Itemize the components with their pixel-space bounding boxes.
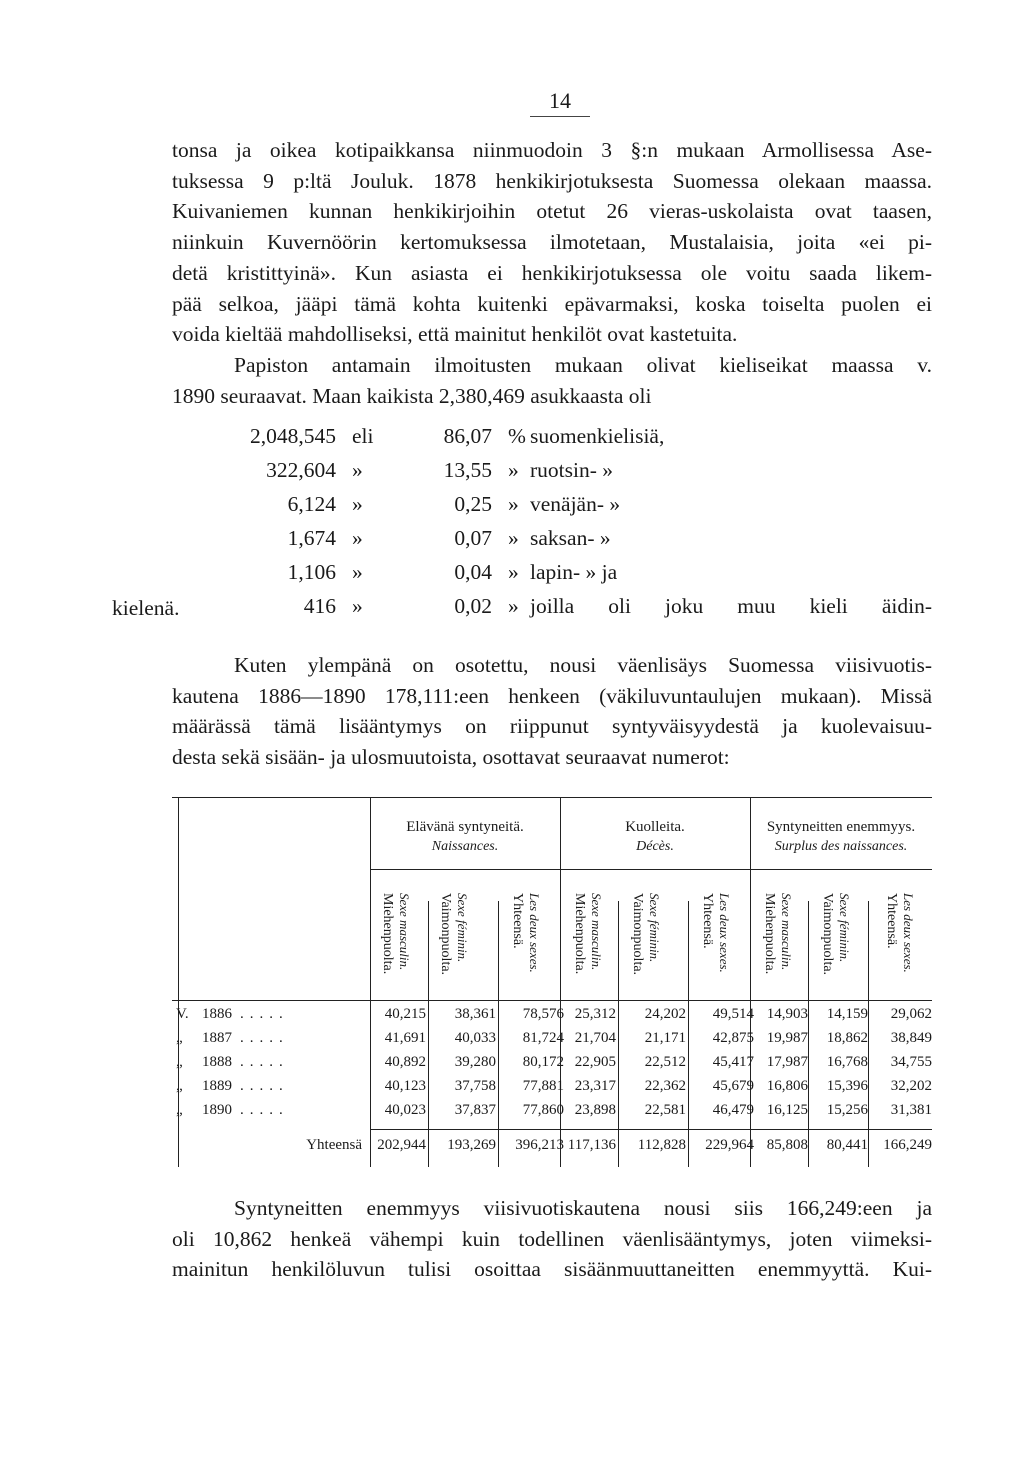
text-line: Papiston antamain ilmoitusten mukaan olivat kieliseikat maassa v. [234, 352, 932, 377]
table-cell: 78,576 [522, 1006, 564, 1022]
language-percent: 86,07 [443, 424, 492, 448]
percent-sign: » [508, 560, 519, 584]
year-value: 1889 [202, 1078, 232, 1094]
text-line: desta sekä sisään- ja ulosmuutoista, osottavat seuraavat numerot: [172, 745, 730, 770]
table-cell: 16,806 [766, 1078, 808, 1094]
table-cell: 77,881 [522, 1078, 564, 1094]
total-cell: 117,136 [567, 1137, 616, 1153]
table-cell: 49,514 [712, 1006, 754, 1022]
subcol-header-male [368, 893, 424, 993]
total-cell: 166,249 [883, 1137, 932, 1153]
table-cell: 34,755 [890, 1054, 932, 1070]
text-line: määrässä tämä lisääntymys on riippunut syntyväisyydestä ja kuolevaisuu- [172, 714, 932, 739]
year-label [176, 1078, 356, 1095]
group-title: Kuolleita. [625, 819, 685, 835]
percent-sign: » [508, 526, 519, 550]
percent-sign: » [508, 594, 519, 618]
table-cell: 22,581 [644, 1102, 686, 1118]
subcol-header-male [750, 893, 806, 993]
table-cell: 16,768 [826, 1054, 868, 1070]
language-percent: 0,25 [454, 492, 492, 516]
table-rule [370, 869, 932, 870]
subcol-fr: Sexe féminin. [455, 893, 470, 963]
leader-dots: ..... [240, 1030, 289, 1046]
text-line: voida kieltää mahdolliseksi, että mainitut henkilöt ovat kastetuita. [172, 322, 738, 347]
year-label [176, 1030, 356, 1047]
year-value: 1890 [202, 1102, 232, 1118]
table-cell: 40,123 [384, 1078, 426, 1094]
language-label: venäjän- » [530, 492, 621, 516]
language-label: ruotsin- » [530, 458, 614, 482]
table-cell: 15,396 [826, 1078, 868, 1094]
subcol-header-total [872, 893, 928, 993]
subcol-header-total [498, 893, 554, 993]
subcol-fr: Sexe masculin. [589, 893, 604, 971]
subcol-fi: Miehenpuolta. [380, 893, 395, 975]
table-rule [172, 1000, 932, 1001]
total-cell: 80,441 [826, 1137, 868, 1153]
language-count: 1,106 [287, 560, 336, 584]
text-line: niinkuin Kuvernöörin kertomuksessa ilmotetaan, Mustalaisia, joita «ei pi- [172, 230, 932, 255]
subcol-fi: Yhteensä. [884, 893, 899, 949]
language-eli: eli [352, 424, 374, 448]
subcol-fi: Vaimonpuolta. [438, 893, 453, 976]
language-eli: » [352, 594, 363, 618]
text-line: Syntyneitten enemmyys viisivuotiskautena nousi siis 166,249:een ja [234, 1196, 932, 1220]
table-cell: 77,860 [522, 1102, 564, 1118]
table-cell: 22,512 [644, 1054, 686, 1070]
group-title-fr: Décès. [636, 839, 674, 854]
text-line: Kuivaniemen kunnan henkikirjoihin otetut 26 vieras-uskolaista ovat taasen, [172, 199, 932, 224]
total-cell: 85,808 [766, 1137, 808, 1153]
table-cell: 38,361 [454, 1006, 496, 1022]
subcol-fi: Yhteensä. [700, 893, 715, 949]
paragraph-conclusion [172, 1193, 932, 1285]
text-line: pää selkoa, jääpi tämä kohta kuitenki epävarmaksi, koska toiselta puolen ei [172, 291, 932, 316]
group-header-surplus [750, 817, 932, 857]
table-cell: 14,159 [826, 1006, 868, 1022]
group-title: Syntyneitten enemmyys. [766, 819, 916, 835]
table-cell: 40,033 [454, 1030, 496, 1046]
leader-dots: ..... [240, 1078, 289, 1094]
text-line: 1890 seuraavat. Maan kaikista 2,380,469 asukkaasta oli [172, 383, 652, 408]
total-cell: 112,828 [637, 1137, 686, 1153]
text-line: kautena 1886—1890 178,111:een henkeen (väkiluvuntaulujen mukaan). Missä [172, 683, 932, 708]
language-count: 322,604 [266, 458, 336, 482]
year-prefix: „ [176, 1030, 183, 1046]
table-cell: 40,215 [384, 1006, 426, 1022]
table-cell: 25,312 [574, 1006, 616, 1022]
subcol-fi: Yhteensä. [510, 893, 525, 949]
year-label [176, 1054, 356, 1071]
year-prefix: „ [176, 1078, 183, 1094]
leader-dots: ..... [240, 1102, 289, 1118]
language-percent: 13,55 [443, 458, 492, 482]
year-value: 1886 [202, 1006, 232, 1022]
leader-dots: ..... [240, 1054, 289, 1070]
text-line: detä kristittyinä». Kun asiasta ei henkikirjotuksessa ole voitu saada likem- [172, 260, 932, 285]
group-title-fr: Surplus des naissances. [774, 839, 908, 854]
table-cell: 15,256 [826, 1102, 868, 1118]
leader-dots: ..... [240, 1006, 289, 1022]
table-cell: 38,849 [890, 1030, 932, 1046]
language-tail: kielenä. [112, 596, 180, 620]
table-cell: 23,317 [574, 1078, 616, 1094]
subcol-fr: Sexe féminin. [837, 893, 852, 963]
table-cell: 21,171 [644, 1030, 686, 1046]
table-cell: 24,202 [644, 1006, 686, 1022]
subcol-fr: Sexe masculin. [779, 893, 794, 971]
total-label: Yhteensä [306, 1137, 362, 1153]
language-count: 1,674 [287, 526, 336, 550]
text-line: Kuten ylempänä on osotettu, nousi väenlisäys Suomessa viisivuotis- [234, 653, 932, 677]
table-cell: 16,125 [766, 1102, 808, 1118]
paragraph-intro [172, 135, 932, 411]
table-cell: 31,381 [890, 1102, 932, 1118]
year-label [176, 1006, 356, 1023]
language-percent: 0,02 [454, 594, 492, 618]
subcol-fr: Sexe masculin. [397, 893, 412, 971]
group-title-fr: Naissances. [431, 839, 499, 854]
language-label: suomenkielisiä, [530, 424, 665, 448]
table-cell: 37,758 [454, 1078, 496, 1094]
total-cell: 193,269 [447, 1137, 496, 1153]
table-cell: 40,892 [384, 1054, 426, 1070]
group-header-births [370, 817, 560, 857]
year-value: 1887 [202, 1030, 232, 1046]
language-label: lapin- » ja [530, 560, 618, 584]
percent-sign: » [508, 492, 519, 516]
year-value: 1888 [202, 1054, 232, 1070]
text-line: oli 10,862 henkeä vähempi kuin todellinen väenlisääntymys, joten viimeksi- [172, 1226, 932, 1251]
table-cell: 32,202 [890, 1078, 932, 1094]
table-cell: 46,479 [712, 1102, 754, 1118]
table-cell: 45,679 [712, 1078, 754, 1094]
text-line: tuksessa 9 p:ltä Jouluk. 1878 henkikirjotuksesta Suomessa olekaan maassa. [172, 168, 932, 193]
subcol-fi: Miehenpuolta. [572, 893, 587, 975]
subcol-fi: Vaimonpuolta. [630, 893, 645, 976]
language-eli: » [352, 526, 363, 550]
total-cell: 229,964 [705, 1137, 754, 1153]
year-prefix: V. [176, 1006, 189, 1022]
table-cell: 29,062 [890, 1006, 932, 1022]
table-rule [172, 797, 932, 798]
language-label: joilla oli joku muu kieli äidin- [530, 594, 932, 618]
table-cell: 17,987 [766, 1054, 808, 1070]
language-count: 416 [303, 594, 336, 618]
percent-sign: % [508, 424, 526, 448]
table-cell: 41,691 [384, 1030, 426, 1046]
subcol-fr: Les deux sexes. [527, 893, 542, 973]
table-rule [370, 1129, 932, 1130]
subcol-header-total [688, 893, 744, 993]
year-prefix: „ [176, 1102, 183, 1118]
subcol-fr: Les deux sexes. [901, 893, 916, 973]
table-cell: 81,724 [522, 1030, 564, 1046]
table-rule [868, 901, 869, 1167]
language-label: saksan- » [530, 526, 611, 550]
group-title: Elävänä syntyneitä. [406, 819, 524, 835]
subcol-fi: Vaimonpuolta. [820, 893, 835, 976]
table-cell: 18,862 [826, 1030, 868, 1046]
total-cell: 396,213 [515, 1137, 564, 1153]
page-number: 14 [530, 88, 590, 117]
total-cell: 202,944 [377, 1137, 426, 1153]
percent-sign: » [508, 458, 519, 482]
year-label [176, 1102, 356, 1119]
subcol-header-female [808, 893, 864, 993]
subcol-header-female [618, 893, 674, 993]
vital-statistics-table [172, 797, 932, 1167]
year-prefix: „ [176, 1054, 183, 1070]
language-eli: » [352, 560, 363, 584]
table-cell: 22,905 [574, 1054, 616, 1070]
subcol-header-male [560, 893, 616, 993]
group-header-deaths [560, 817, 750, 857]
table-cell: 39,280 [454, 1054, 496, 1070]
paragraph-population-growth [172, 650, 932, 773]
language-eli: » [352, 458, 363, 482]
table-cell: 80,172 [522, 1054, 564, 1070]
language-percent: 0,07 [454, 526, 492, 550]
table-cell: 45,417 [712, 1054, 754, 1070]
subcol-fi: Miehenpuolta. [762, 893, 777, 975]
subcol-header-female [426, 893, 482, 993]
language-eli: » [352, 492, 363, 516]
language-count: 2,048,545 [250, 424, 336, 448]
language-percent: 0,04 [454, 560, 492, 584]
table-cell: 22,362 [644, 1078, 686, 1094]
text-line: tonsa ja oikea kotipaikkansa niinmuodoin 3 §:n mukaan Armollisessa Ase- [172, 138, 932, 162]
subcol-fr: Sexe féminin. [647, 893, 662, 963]
text-line: mainitun henkilöluvun tulisi osoittaa sisäänmuuttaneitten enemmyyttä. Kui- [172, 1257, 932, 1282]
table-cell: 23,898 [574, 1102, 616, 1118]
table-cell: 19,987 [766, 1030, 808, 1046]
table-cell: 37,837 [454, 1102, 496, 1118]
language-count: 6,124 [287, 492, 336, 516]
table-cell: 14,903 [766, 1006, 808, 1022]
table-cell: 40,023 [384, 1102, 426, 1118]
table-cell: 21,704 [574, 1030, 616, 1046]
subcol-fr: Les deux sexes. [717, 893, 732, 973]
table-cell: 42,875 [712, 1030, 754, 1046]
